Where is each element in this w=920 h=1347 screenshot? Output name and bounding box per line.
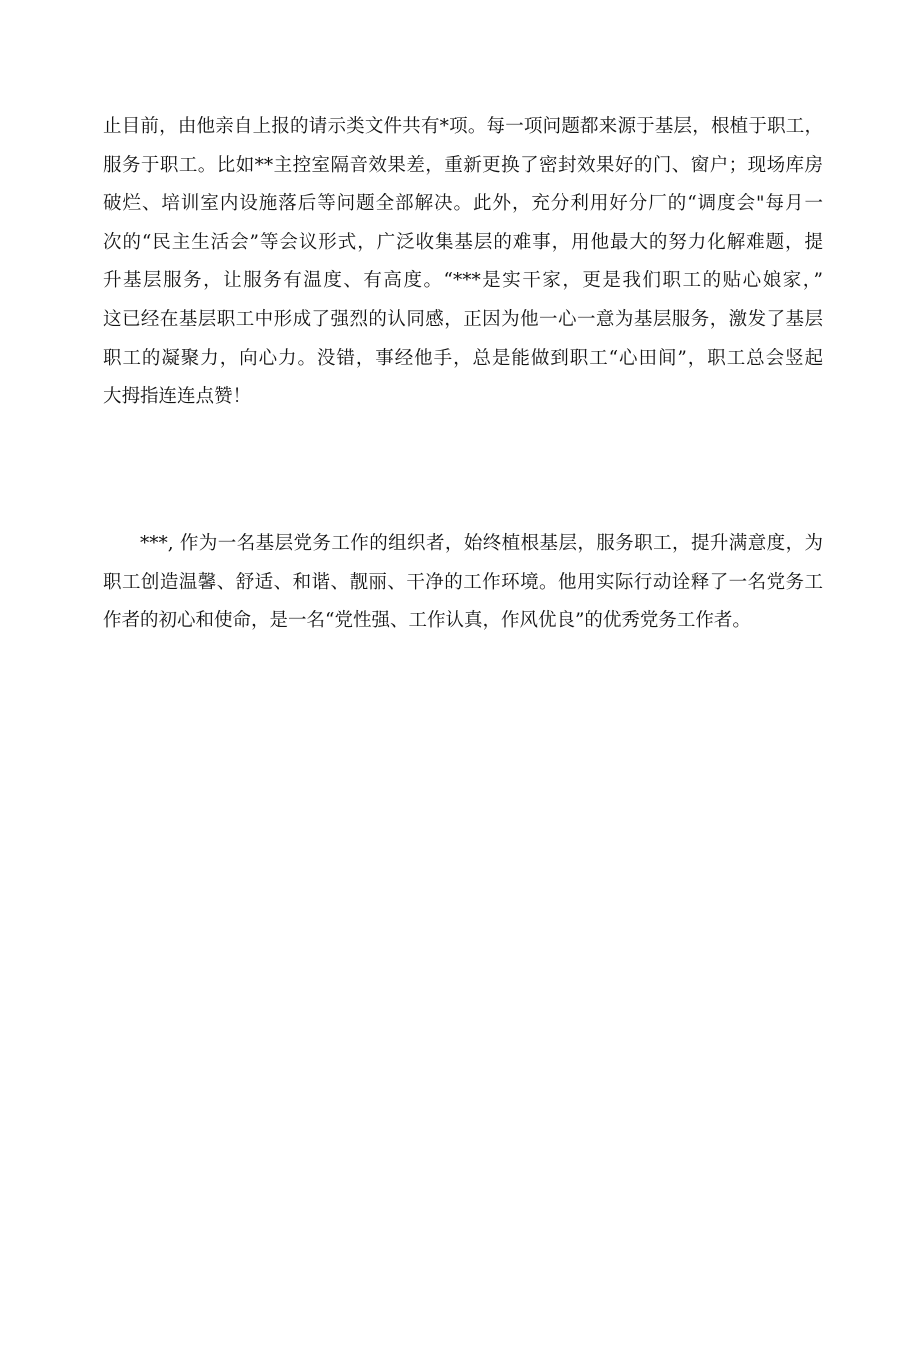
paragraph-2 — [103, 525, 823, 641]
paragraph-1-line-7: 职工的凝聚力，向心力。没错，事经他手，总是能做到职工“心田间”，职工总会竖起 — [103, 347, 823, 369]
paragraph-1-line-2: 服务于职工。比如**主控室隔音效果差，重新更换了密封效果好的门、窗户；现场库房 — [103, 154, 823, 176]
paragraph-1-line-5: 升基层服务，让服务有温度、有高度。“***是实干家，更是我们职工的贴心娘家，” — [103, 270, 823, 292]
paragraph-2-line-2: 职工创造温馨、舒适、和谐、靓丽、干净的工作环境。他用实际行动诠释了一名党务工 — [103, 571, 823, 593]
paragraph-2-line-3: 作者的初心和使命，是一名“党性强、工作认真，作风优良”的优秀党务工作者。 — [103, 610, 751, 632]
paragraph-1-line-4: 次的“民主生活会”等会议形式，广泛收集基层的难事，用他最大的努力化解难题，提 — [103, 231, 823, 253]
paragraph-1-line-8: 大拇指连连点赞！ — [103, 386, 252, 408]
paragraph-1-line-1: 止目前，由他亲自上报的请示类文件共有*项。每一项问题都来源于基层，根植于职工， — [103, 116, 823, 137]
paragraph-1-line-6: 这已经在基层职工中形成了强烈的认同感，正因为他一心一意为基层服务，激发了基层 — [103, 308, 823, 330]
paragraph-2-line-1: ***, 作为一名基层党务工作的组织者，始终植根基层，服务职工，提升满意度，为 — [140, 533, 823, 554]
paragraph-1-line-3: 破烂、培训室内设施落后等问题全部解决。此外，充分利用好分厂的“调度会"每月一 — [103, 193, 823, 215]
paragraph-1 — [103, 108, 823, 417]
